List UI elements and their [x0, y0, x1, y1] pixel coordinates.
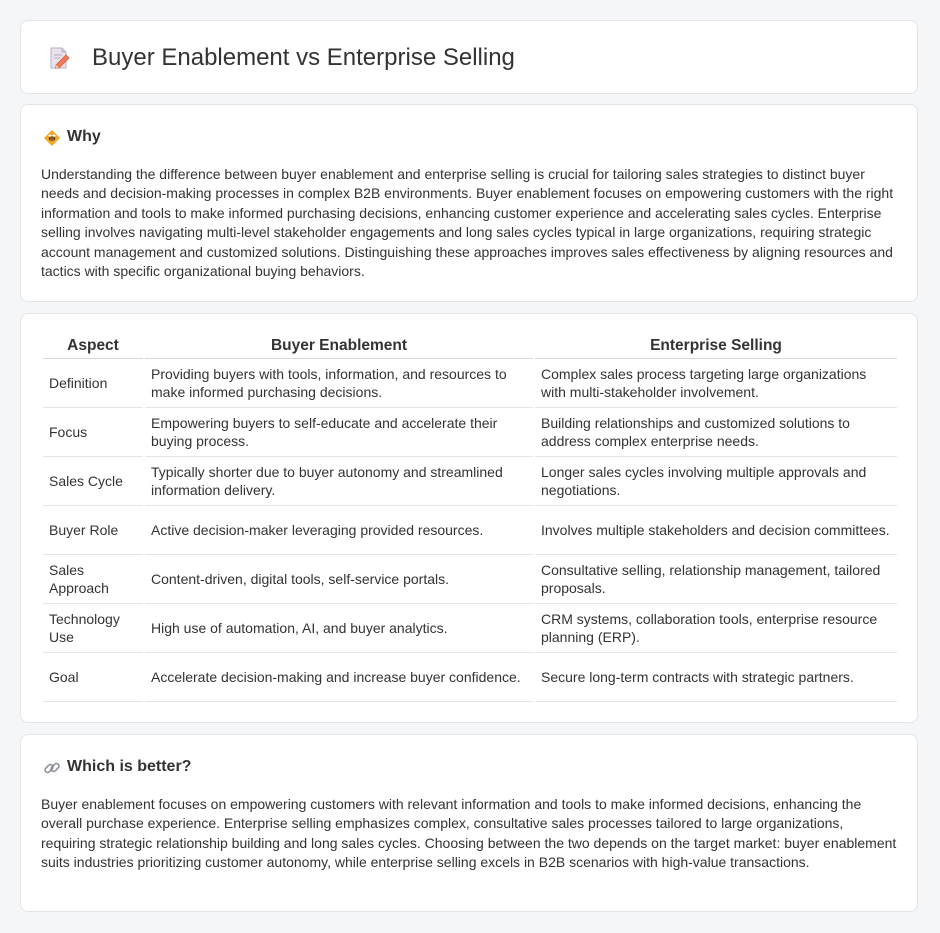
- table-row: [43, 506, 897, 555]
- buyer-enablement-cell: Active decision-maker leveraging provided resources.: [145, 506, 533, 555]
- table-row: [43, 408, 897, 457]
- buyer-enablement-cell: Providing buyers with tools, information, and resources to make informed purchasing decisions.: [145, 359, 533, 408]
- aspect-cell: Technology Use: [43, 604, 143, 653]
- header-buyer-enablement: Buyer Enablement: [145, 334, 533, 359]
- aspect-cell: Sales Cycle: [43, 457, 143, 506]
- enterprise-selling-cell: Secure long-term contracts with strategic partners.: [535, 653, 897, 702]
- buyer-enablement-cell: Accelerate decision-making and increase buyer confidence.: [145, 653, 533, 702]
- which-is-better-heading: Which is better?: [67, 758, 192, 775]
- why-heading: Why: [67, 128, 101, 145]
- buyer-enablement-cell: High use of automation, AI, and buyer analytics.: [145, 604, 533, 653]
- table-row: [43, 653, 897, 702]
- aspect-cell: Focus: [43, 408, 143, 457]
- buyer-enablement-cell: Typically shorter due to buyer autonomy and streamlined information delivery.: [145, 457, 533, 506]
- link-icon: [43, 759, 61, 777]
- header-aspect: Aspect: [43, 334, 143, 359]
- header-enterprise-selling: Enterprise Selling: [535, 334, 897, 359]
- enterprise-selling-cell: Complex sales process targeting large organizations with multi-stakeholder involvement.: [535, 359, 897, 408]
- enterprise-selling-cell: Consultative selling, relationship management, tailored proposals.: [535, 555, 897, 604]
- which-is-better-text: Buyer enablement focuses on empowering customers with relevant information and tools to make informed decisions, enhancing the overall purchase experience. Enterprise selling emphasizes complex, consultative sales processes tailored to large organizations, requiring strategic relationship building and long sales cycles. Choosing between the two depends on the target market: buyer enablement suits industries prioritizing customer autonomy, while enterprise selling excels in B2B scenarios with high-value transactions.: [41, 796, 897, 871]
- table-row: [43, 457, 897, 506]
- table-row: [43, 604, 897, 653]
- enterprise-selling-cell: Longer sales cycles involving multiple approvals and negotiations.: [535, 457, 897, 506]
- table-row: [43, 359, 897, 408]
- enterprise-selling-cell: Involves multiple stakeholders and decision committees.: [535, 506, 897, 555]
- aspect-cell: Definition: [43, 359, 143, 408]
- why-section: [20, 104, 918, 302]
- document-pencil-icon: [47, 46, 71, 70]
- buyer-enablement-cell: Content-driven, digital tools, self-service portals.: [145, 555, 533, 604]
- aspect-cell: Goal: [43, 653, 143, 702]
- which-is-better-section: [20, 734, 918, 912]
- enterprise-selling-cell: Building relationships and customized solutions to address complex enterprise needs.: [535, 408, 897, 457]
- enterprise-selling-cell: CRM systems, collaboration tools, enterprise resource planning (ERP).: [535, 604, 897, 653]
- why-text: Understanding the difference between buyer enablement and enterprise selling is crucial for tailoring sales strategies to distinct buyer needs and decision-making processes in complex B2B environments. Buyer enablement focuses on empowering customers with the right information and tools to make informed purchasing decisions, enhancing customer experience and accelerating sales cycles. Enterprise selling involves navigating multi-level stakeholder engagements and long sales cycles typical in large organizations, requiring strategic account management and customized solutions. Distinguishing these approaches improves sales effectiveness by aligning resources and tactics with specific organizational buying behaviors.: [41, 166, 894, 280]
- bee-diamond-icon: [43, 129, 61, 147]
- title-card: [20, 20, 918, 94]
- comparison-table-card: [20, 313, 918, 723]
- aspect-cell: Buyer Role: [43, 506, 143, 555]
- comparison-table: [41, 334, 899, 702]
- table-row: [43, 555, 897, 604]
- page-title: Buyer Enablement vs Enterprise Selling: [92, 44, 515, 71]
- aspect-cell: Sales Approach: [43, 555, 143, 604]
- buyer-enablement-cell: Empowering buyers to self-educate and accelerate their buying process.: [145, 408, 533, 457]
- table-header-row: [43, 334, 897, 359]
